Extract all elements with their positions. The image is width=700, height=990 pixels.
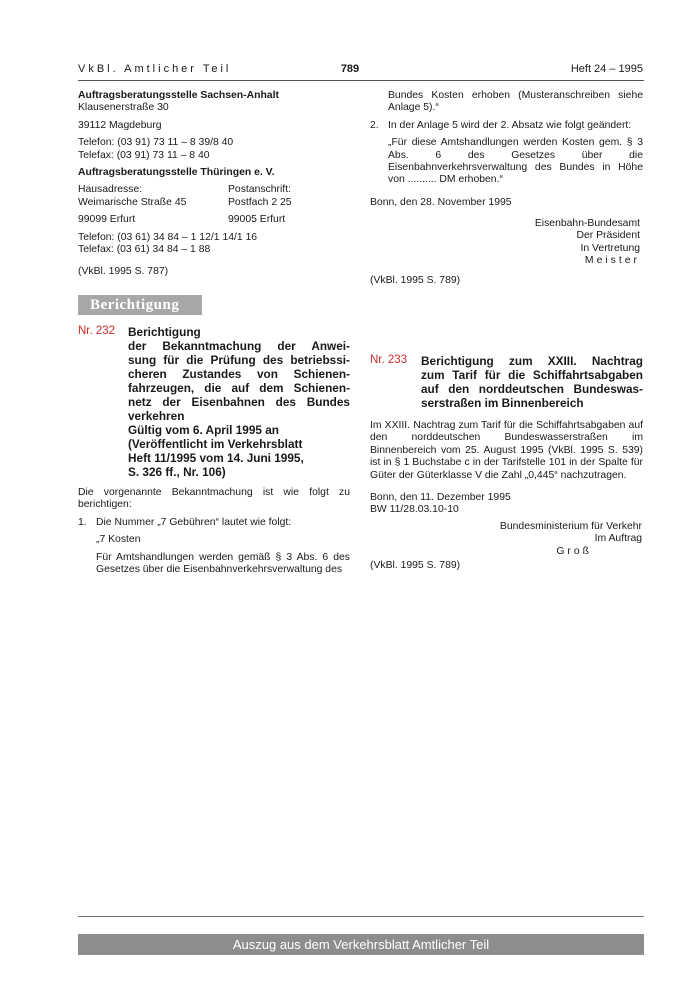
footer-banner: Auszug aus dem Verkehrsblatt Amtlicher Teil — [78, 934, 644, 955]
title-line: fahrzeugen, die auf dem Schienen- — [128, 381, 350, 395]
title-line: verkehren — [128, 409, 185, 423]
reference-note: (VkBl. 1995 S. 787) — [78, 266, 169, 278]
signature-name: Groß — [556, 545, 592, 557]
continuation-text: Bundes Kosten erhoben (Musteranschreiben siehe Anlage 5).“ — [388, 90, 643, 114]
reference-note-2: (VkBl. 1995 S. 789) — [370, 275, 461, 286]
item-quote: „Für diese Amtshandlungen werden Kosten gem. § 3 Abs. 6 des Gesetzes über die Eisenbahnverkehrsverwaltung des Bundes in Höhe von .......... DM erhoben.“ — [388, 137, 643, 186]
continued-item — [370, 90, 643, 115]
signature-block — [370, 218, 640, 268]
item-number: 2. — [370, 119, 379, 131]
title-line: Berichtigung zum XXIII. Nachtrag — [421, 354, 643, 368]
item-paragraph: Für Amtshandlungen werden gemäß § 3 Abs. 6 des Gesetzes über die Eisenbahnverkehrsverwaltung des — [96, 551, 350, 576]
page-number: 789 — [340, 63, 360, 75]
signature-name: Meister — [584, 255, 640, 267]
signature-order: Im Auftrag — [594, 533, 642, 545]
footer-rule — [78, 916, 644, 917]
title-line: S. 326 ff., Nr. 106) — [128, 465, 226, 479]
signature-authority: Eisenbahn-Bundesamt — [534, 218, 640, 229]
title-line: zum Tarif für die Schiffahrtsabgaben — [421, 368, 643, 382]
article-232-body — [78, 487, 350, 576]
title-line: sung für die Prüfung des betriebssi- — [128, 353, 350, 367]
saxony-name: Auftragsberatungsstelle Sachsen-Anhalt — [78, 90, 279, 101]
saxony-city: 39112 Magdeburg — [78, 119, 162, 131]
house-address-label: Hausadresse: — [78, 184, 143, 196]
thuringia-phone: Telefon: (03 61) 34 84 – 1 12/1 14/1 16 — [78, 231, 258, 243]
thuringia-street-row — [78, 197, 350, 209]
article-233-title — [421, 354, 643, 410]
item-text: In der Anlage 5 wird der 2. Absatz wie folgt geändert: — [388, 119, 632, 131]
title-line: serstraßen im Binnenbereich — [421, 396, 584, 410]
title-line: cheren Zustandes von Schienen- — [128, 367, 350, 381]
title-line: Gültig vom 6. April 1995 an — [128, 423, 279, 437]
saxony-phone: Telefon: (03 91) 73 11 – 8 39/8 40 — [78, 137, 234, 149]
signature-role: Der Präsident — [576, 230, 640, 242]
saxony-fax: Telefax: (03 91) 73 11 – 8 40 — [78, 149, 210, 161]
numbered-item-2 — [370, 120, 643, 187]
article-232-title — [128, 325, 350, 479]
address-block — [78, 90, 350, 279]
thuringia-name: Auftragsberatungsstelle Thüringen e. V. — [78, 167, 275, 179]
post-city: 99005 Erfurt — [228, 214, 286, 226]
title-line: netz der Eisenbahnen des Bundes — [128, 395, 350, 409]
section-title-banner: Berichtigung — [78, 295, 202, 315]
house-street: Weimarische Straße 45 — [78, 196, 187, 208]
signature-block-233 — [370, 521, 642, 558]
issue-label: Heft 24 – 1995 — [570, 63, 643, 75]
title-line: Berichtigung — [128, 325, 201, 339]
reference-note-3: (VkBl. 1995 S. 789) — [370, 560, 461, 571]
numbered-item-1 — [78, 517, 350, 577]
post-box: Postfach 2 25 — [228, 196, 292, 208]
title-line: der Bekanntmachung der Anwei- — [128, 339, 350, 353]
running-header-title: VkBl. Amtlicher Teil — [78, 63, 232, 75]
file-reference: BW 11/28.03.10-10 — [370, 504, 459, 516]
thuringia-label-row — [78, 184, 350, 196]
intro-paragraph: Die vorgenannte Bekanntmachung ist wie folgt zu berichtigen: — [78, 487, 350, 511]
title-line: auf den norddeutschen Bundeswas- — [421, 382, 643, 396]
item-text: Die Nummer „7 Gebühren“ lautet wie folgt: — [96, 516, 292, 528]
signature-ministry: Bundesministerium für Verkehr — [499, 521, 642, 532]
place-date: Bonn, den 28. November 1995 — [370, 196, 512, 208]
right-column-continuation — [370, 90, 643, 209]
article-number: Nr. 233 — [370, 354, 408, 366]
postal-address-label: Postanschrift: — [228, 184, 291, 196]
signature-deputy: In Vertretung — [580, 242, 640, 254]
article-233-body — [370, 420, 643, 517]
house-city: 99099 Erfurt — [78, 214, 136, 226]
thuringia-city-row — [78, 214, 350, 226]
thuringia-fax: Telefax: (03 61) 34 84 – 1 88 — [78, 244, 211, 256]
header-rule — [78, 80, 644, 81]
item-subheading: „7 Kosten — [96, 534, 141, 546]
place-date: Bonn, den 11. Dezember 1995 — [370, 492, 511, 504]
article-number: Nr. 232 — [78, 325, 116, 337]
title-line: (Veröffentlicht im Verkehrsblatt — [128, 437, 303, 451]
body-paragraph: Im XXIII. Nachtrag zum Tarif für die Schiffahrtsabgaben auf den norddeutschen Bundeswasserstraßen im Binnenbereich vom 25. August 1995 (VkBl. 1995 S. 539) ist in § 1 Buchstabe c in der Tarifstelle 101 in der Spalte für Güter der Güterklasse V die Zahl „0,445“ nachzutragen. — [370, 420, 643, 481]
item-number: 1. — [78, 516, 87, 528]
title-line: Heft 11/1995 vom 14. Juni 1995, — [128, 451, 304, 465]
saxony-street: Klausenerstraße 30 — [78, 102, 169, 114]
